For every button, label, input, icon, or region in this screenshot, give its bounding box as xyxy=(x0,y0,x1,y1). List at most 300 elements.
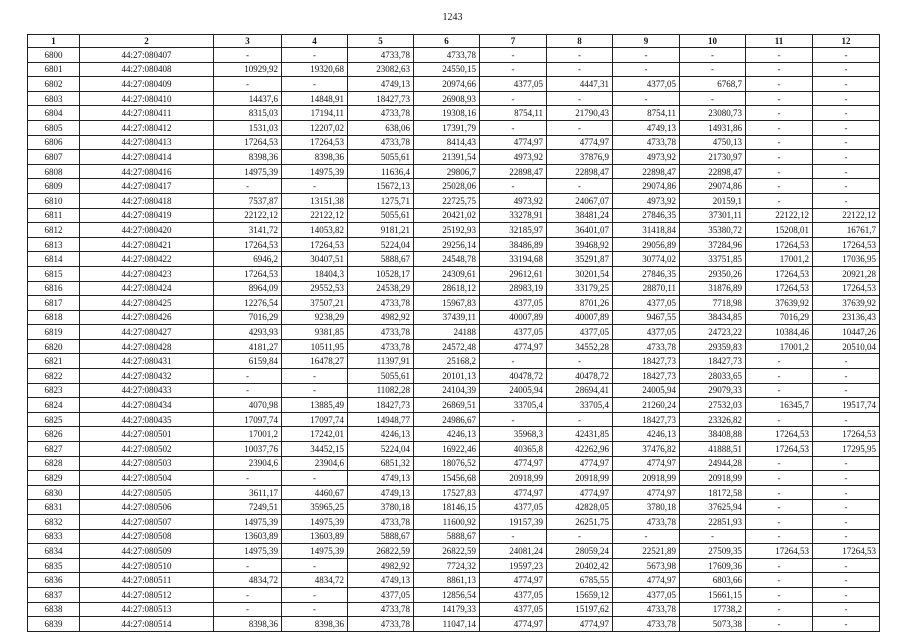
cadastral-number-cell: 44:27:080432 xyxy=(80,369,214,384)
table-row xyxy=(28,310,880,325)
value-cell: - xyxy=(813,48,880,63)
value-cell: 37507,21 xyxy=(282,296,348,311)
value-cell: 7537,87 xyxy=(214,193,282,208)
row-number-cell: 6809 xyxy=(28,179,80,194)
value-cell: 4774,97 xyxy=(613,485,680,500)
table-row xyxy=(28,602,880,617)
value-cell: 24309,61 xyxy=(414,266,480,281)
value-cell: - xyxy=(680,91,746,106)
value-cell: - xyxy=(813,193,880,208)
value-cell: - xyxy=(813,369,880,384)
value-cell: - xyxy=(746,515,813,530)
table-row xyxy=(28,106,880,121)
value-cell: - xyxy=(813,354,880,369)
value-cell: 4377,05 xyxy=(348,587,414,602)
value-cell: 17264,53 xyxy=(746,442,813,457)
value-cell: 34552,28 xyxy=(547,339,613,354)
value-cell: 22122,12 xyxy=(214,208,282,223)
value-cell: 35968,3 xyxy=(480,427,547,442)
value-cell: - xyxy=(746,135,813,150)
row-number-cell: 6808 xyxy=(28,164,80,179)
value-cell: - xyxy=(813,500,880,515)
cadastral-number-cell: 44:27:080416 xyxy=(80,164,214,179)
row-number-cell: 6815 xyxy=(28,266,80,281)
cadastral-number-cell: 44:27:080507 xyxy=(80,515,214,530)
value-cell: - xyxy=(746,412,813,427)
value-cell: 8398,36 xyxy=(214,617,282,632)
table-row xyxy=(28,252,880,267)
table-row xyxy=(28,544,880,559)
row-number-cell: 6837 xyxy=(28,587,80,602)
value-cell: 17264,53 xyxy=(214,266,282,281)
value-cell: 4246,13 xyxy=(613,427,680,442)
value-cell: - xyxy=(813,558,880,573)
value-cell: 40478,72 xyxy=(547,369,613,384)
value-cell: 26251,75 xyxy=(547,515,613,530)
row-number-cell: 6821 xyxy=(28,354,80,369)
value-cell: - xyxy=(547,179,613,194)
value-cell: - xyxy=(282,587,348,602)
value-cell: 5055,61 xyxy=(348,208,414,223)
value-cell: 18076,52 xyxy=(414,456,480,471)
value-cell: - xyxy=(746,587,813,602)
value-cell: - xyxy=(813,179,880,194)
value-cell: 4377,05 xyxy=(547,325,613,340)
value-cell: 18404,3 xyxy=(282,266,348,281)
cadastral-number-cell: 44:27:080412 xyxy=(80,120,214,135)
value-cell: - xyxy=(547,62,613,77)
cadastral-number-cell: 44:27:080514 xyxy=(80,617,214,632)
value-cell: 17242,01 xyxy=(282,427,348,442)
value-cell: 19308,16 xyxy=(414,106,480,121)
value-cell: 3780,18 xyxy=(348,500,414,515)
value-cell: 14848,91 xyxy=(282,91,348,106)
table-row xyxy=(28,77,880,92)
value-cell: - xyxy=(613,48,680,63)
value-cell: - xyxy=(214,383,282,398)
value-cell: 40007,89 xyxy=(547,310,613,325)
value-cell: - xyxy=(746,573,813,588)
value-cell: 42431,85 xyxy=(547,427,613,442)
value-cell: 20159,1 xyxy=(680,193,746,208)
value-cell: 17295,95 xyxy=(813,442,880,457)
value-cell: 4834,72 xyxy=(214,573,282,588)
column-header: 7 xyxy=(480,35,547,48)
value-cell: 14975,39 xyxy=(214,544,282,559)
value-cell: 22122,12 xyxy=(813,208,880,223)
value-cell: 16761,7 xyxy=(813,223,880,238)
value-cell: 41888,51 xyxy=(680,442,746,457)
value-cell: 30774,02 xyxy=(613,252,680,267)
value-cell: - xyxy=(746,150,813,165)
value-cell: 14179,33 xyxy=(414,602,480,617)
value-cell: 18427,73 xyxy=(348,398,414,413)
value-cell: 4733,78 xyxy=(414,48,480,63)
value-cell: 20402,42 xyxy=(547,558,613,573)
value-cell: 4447,31 xyxy=(547,77,613,92)
row-number-cell: 6802 xyxy=(28,77,80,92)
row-number-cell: 6816 xyxy=(28,281,80,296)
row-number-cell: 6818 xyxy=(28,310,80,325)
value-cell: 23326,82 xyxy=(680,412,746,427)
value-cell: 4749,13 xyxy=(348,573,414,588)
value-cell: 11082,28 xyxy=(348,383,414,398)
value-cell: 22898,47 xyxy=(680,164,746,179)
value-cell: 9467,55 xyxy=(613,310,680,325)
value-cell: 13603,89 xyxy=(282,529,348,544)
value-cell: 29359,83 xyxy=(680,339,746,354)
column-header: 3 xyxy=(214,35,282,48)
value-cell: 4733,78 xyxy=(348,339,414,354)
value-cell: 20421,02 xyxy=(414,208,480,223)
value-cell: 14437,6 xyxy=(214,91,282,106)
value-cell: 12856,54 xyxy=(414,587,480,602)
table-row xyxy=(28,325,880,340)
value-cell: 5224,04 xyxy=(348,442,414,457)
value-cell: - xyxy=(746,485,813,500)
table-row xyxy=(28,339,880,354)
value-cell: 10384,46 xyxy=(746,325,813,340)
cadastral-number-cell: 44:27:080423 xyxy=(80,266,214,281)
value-cell: 4733,78 xyxy=(348,106,414,121)
value-cell: 7016,29 xyxy=(746,310,813,325)
row-number-cell: 6822 xyxy=(28,369,80,384)
value-cell: 5888,67 xyxy=(414,529,480,544)
row-number-cell: 6805 xyxy=(28,120,80,135)
value-cell: 37876,9 xyxy=(547,150,613,165)
value-cell: - xyxy=(746,120,813,135)
value-cell: 4982,92 xyxy=(348,558,414,573)
value-cell: - xyxy=(746,179,813,194)
value-cell: 4293,93 xyxy=(214,325,282,340)
column-header: 1 xyxy=(28,35,80,48)
cadastral-number-cell: 44:27:080421 xyxy=(80,237,214,252)
value-cell: 1275,71 xyxy=(348,193,414,208)
value-cell: 4733,78 xyxy=(348,602,414,617)
cadastral-number-cell: 44:27:080503 xyxy=(80,456,214,471)
value-cell: - xyxy=(480,354,547,369)
row-number-cell: 6826 xyxy=(28,427,80,442)
value-cell: 4377,05 xyxy=(480,602,547,617)
table-row xyxy=(28,62,880,77)
cadastral-number-cell: 44:27:080418 xyxy=(80,193,214,208)
value-cell: - xyxy=(480,62,547,77)
value-cell: 29612,61 xyxy=(480,266,547,281)
cadastral-number-cell: 44:27:080426 xyxy=(80,310,214,325)
value-cell: - xyxy=(746,602,813,617)
value-cell: 4377,05 xyxy=(613,77,680,92)
table-row xyxy=(28,150,880,165)
value-cell: 40007,89 xyxy=(480,310,547,325)
table-row xyxy=(28,354,880,369)
value-cell: - xyxy=(214,558,282,573)
column-header: 2 xyxy=(80,35,214,48)
value-cell: 22122,12 xyxy=(282,208,348,223)
cadastral-number-cell: 44:27:080434 xyxy=(80,398,214,413)
table-row xyxy=(28,91,880,106)
value-cell: 17264,53 xyxy=(813,427,880,442)
column-header: 6 xyxy=(414,35,480,48)
value-cell: 4774,97 xyxy=(613,456,680,471)
value-cell: 20918,99 xyxy=(680,471,746,486)
table-row xyxy=(28,529,880,544)
value-cell: 4070,98 xyxy=(214,398,282,413)
value-cell: 19320,68 xyxy=(282,62,348,77)
value-cell: 37301,11 xyxy=(680,208,746,223)
row-number-cell: 6834 xyxy=(28,544,80,559)
value-cell: 22122,12 xyxy=(746,208,813,223)
value-cell: - xyxy=(746,383,813,398)
table-row xyxy=(28,223,880,238)
value-cell: 11397,91 xyxy=(348,354,414,369)
value-cell: - xyxy=(282,369,348,384)
value-cell: 6785,55 xyxy=(547,573,613,588)
cadastral-number-cell: 44:27:080419 xyxy=(80,208,214,223)
value-cell: 42262,96 xyxy=(547,442,613,457)
value-cell: 24188 xyxy=(414,325,480,340)
value-cell: 18427,73 xyxy=(613,369,680,384)
value-cell: - xyxy=(613,529,680,544)
cadastral-number-cell: 44:27:080414 xyxy=(80,150,214,165)
value-cell: 28983,19 xyxy=(480,281,547,296)
value-cell: 14931,86 xyxy=(680,120,746,135)
value-cell: 8964,09 xyxy=(214,281,282,296)
value-cell: 4973,92 xyxy=(613,150,680,165)
value-cell: - xyxy=(547,412,613,427)
value-cell: - xyxy=(282,602,348,617)
value-cell: 24005,94 xyxy=(613,383,680,398)
row-number-cell: 6800 xyxy=(28,48,80,63)
value-cell: 22725,75 xyxy=(414,193,480,208)
column-header: 11 xyxy=(746,35,813,48)
value-cell: 13885,49 xyxy=(282,398,348,413)
page-number: 1243 xyxy=(442,12,463,23)
value-cell: 15197,62 xyxy=(547,602,613,617)
cadastral-number-cell: 44:27:080508 xyxy=(80,529,214,544)
table-row xyxy=(28,281,880,296)
value-cell: 27846,35 xyxy=(613,208,680,223)
value-cell: 29056,89 xyxy=(613,237,680,252)
value-cell: 4982,92 xyxy=(348,310,414,325)
value-cell: - xyxy=(547,91,613,106)
value-cell: - xyxy=(480,412,547,427)
column-header: 9 xyxy=(613,35,680,48)
value-cell: - xyxy=(547,48,613,63)
value-cell: 10511,95 xyxy=(282,339,348,354)
cadastral-number-cell: 44:27:080422 xyxy=(80,252,214,267)
value-cell: 29256,14 xyxy=(414,237,480,252)
value-cell: 22851,93 xyxy=(680,515,746,530)
value-cell: 4774,97 xyxy=(480,573,547,588)
value-cell: - xyxy=(547,529,613,544)
cadastral-number-cell: 44:27:080428 xyxy=(80,339,214,354)
value-cell: 21790,43 xyxy=(547,106,613,121)
value-cell: - xyxy=(746,471,813,486)
value-cell: 21730,97 xyxy=(680,150,746,165)
table-row xyxy=(28,515,880,530)
value-cell: 4733,78 xyxy=(613,339,680,354)
value-cell: - xyxy=(680,62,746,77)
value-cell: 7249,51 xyxy=(214,500,282,515)
value-cell: 42828,05 xyxy=(547,500,613,515)
cadastral-number-cell: 44:27:080512 xyxy=(80,587,214,602)
value-cell: 8861,13 xyxy=(414,573,480,588)
value-cell: 4774,97 xyxy=(480,339,547,354)
value-cell: 17527,83 xyxy=(414,485,480,500)
table-row xyxy=(28,427,880,442)
table-row xyxy=(28,179,880,194)
value-cell: 17264,53 xyxy=(746,427,813,442)
value-cell: 6768,7 xyxy=(680,77,746,92)
row-number-cell: 6801 xyxy=(28,62,80,77)
value-cell: 35380,72 xyxy=(680,223,746,238)
value-cell: 37639,92 xyxy=(746,296,813,311)
value-cell: 4749,13 xyxy=(348,485,414,500)
row-number-cell: 6803 xyxy=(28,91,80,106)
value-cell: - xyxy=(282,179,348,194)
value-cell: 33179,25 xyxy=(547,281,613,296)
value-cell: 38408,88 xyxy=(680,427,746,442)
value-cell: 4733,78 xyxy=(348,48,414,63)
value-cell: - xyxy=(214,369,282,384)
value-cell: - xyxy=(813,150,880,165)
row-number-cell: 6804 xyxy=(28,106,80,121)
value-cell: 24550,15 xyxy=(414,62,480,77)
value-cell: 4749,13 xyxy=(348,471,414,486)
value-cell: 10929,92 xyxy=(214,62,282,77)
table-row xyxy=(28,456,880,471)
value-cell: 4377,05 xyxy=(613,587,680,602)
table-row xyxy=(28,485,880,500)
table-row xyxy=(28,558,880,573)
value-cell: 16478,27 xyxy=(282,354,348,369)
value-cell: 19517,74 xyxy=(813,398,880,413)
value-cell: - xyxy=(813,77,880,92)
value-cell: 37439,11 xyxy=(414,310,480,325)
value-cell: 27532,03 xyxy=(680,398,746,413)
table-row xyxy=(28,412,880,427)
value-cell: 14975,39 xyxy=(282,164,348,179)
value-cell: 4460,67 xyxy=(282,485,348,500)
value-cell: 27509,35 xyxy=(680,544,746,559)
cadastral-number-cell: 44:27:080410 xyxy=(80,91,214,106)
value-cell: 4733,78 xyxy=(348,515,414,530)
value-cell: 4749,13 xyxy=(613,120,680,135)
value-cell: 6803,66 xyxy=(680,573,746,588)
cadastral-number-cell: 44:27:080505 xyxy=(80,485,214,500)
column-header: 10 xyxy=(680,35,746,48)
cadastral-number-cell: 44:27:080411 xyxy=(80,106,214,121)
value-cell: 20918,99 xyxy=(480,471,547,486)
value-cell: 4733,78 xyxy=(613,617,680,632)
value-cell: - xyxy=(282,77,348,92)
table-row xyxy=(28,208,880,223)
value-cell: 5055,61 xyxy=(348,150,414,165)
value-cell: 4774,97 xyxy=(480,485,547,500)
value-cell: 15456,68 xyxy=(414,471,480,486)
value-cell: 4973,92 xyxy=(480,150,547,165)
value-cell: 20510,04 xyxy=(813,339,880,354)
value-cell: - xyxy=(813,617,880,632)
cadastral-number-cell: 44:27:080420 xyxy=(80,223,214,238)
table-row xyxy=(28,369,880,384)
value-cell: 32185,97 xyxy=(480,223,547,238)
value-cell: 8701,26 xyxy=(547,296,613,311)
value-cell: 4181,27 xyxy=(214,339,282,354)
value-cell: 17264,53 xyxy=(746,281,813,296)
table-row xyxy=(28,573,880,588)
value-cell: - xyxy=(813,62,880,77)
value-cell: 20974,66 xyxy=(414,77,480,92)
table-row xyxy=(28,442,880,457)
value-cell: 5224,04 xyxy=(348,237,414,252)
value-cell: 24104,39 xyxy=(414,383,480,398)
value-cell: - xyxy=(282,383,348,398)
value-cell: 33194,68 xyxy=(480,252,547,267)
cadastral-number-cell: 44:27:080513 xyxy=(80,602,214,617)
value-cell: 30201,54 xyxy=(547,266,613,281)
value-cell: 6159,84 xyxy=(214,354,282,369)
value-cell: 24944,28 xyxy=(680,456,746,471)
value-cell: 18427,73 xyxy=(613,412,680,427)
value-cell: 18172,58 xyxy=(680,485,746,500)
value-cell: 21260,24 xyxy=(613,398,680,413)
value-cell: 9238,29 xyxy=(282,310,348,325)
table-row xyxy=(28,617,880,632)
row-number-cell: 6817 xyxy=(28,296,80,311)
value-cell: 18427,73 xyxy=(680,354,746,369)
value-cell: 17391,79 xyxy=(414,120,480,135)
value-cell: 4973,92 xyxy=(613,193,680,208)
row-number-cell: 6806 xyxy=(28,135,80,150)
value-cell: 37639,92 xyxy=(813,296,880,311)
value-cell: 22521,89 xyxy=(613,544,680,559)
row-number-cell: 6831 xyxy=(28,500,80,515)
value-cell: - xyxy=(282,471,348,486)
value-cell: 4377,05 xyxy=(613,325,680,340)
value-cell: 23080,73 xyxy=(680,106,746,121)
value-cell: - xyxy=(680,48,746,63)
value-cell: 4733,78 xyxy=(613,602,680,617)
table-row xyxy=(28,120,880,135)
cadastral-number-cell: 44:27:080425 xyxy=(80,296,214,311)
value-cell: 22898,47 xyxy=(547,164,613,179)
value-cell: - xyxy=(746,617,813,632)
value-cell: 26822,59 xyxy=(348,544,414,559)
value-cell: 4733,78 xyxy=(613,515,680,530)
row-number-cell: 6814 xyxy=(28,252,80,267)
value-cell: 28033,65 xyxy=(680,369,746,384)
value-cell: 29074,86 xyxy=(680,179,746,194)
value-cell: 8754,11 xyxy=(613,106,680,121)
value-cell: 35291,87 xyxy=(547,252,613,267)
value-cell: 17264,53 xyxy=(214,135,282,150)
value-cell: 22898,47 xyxy=(613,164,680,179)
column-header: 4 xyxy=(282,35,348,48)
value-cell: 17097,74 xyxy=(214,412,282,427)
value-cell: 24986,67 xyxy=(414,412,480,427)
value-cell: - xyxy=(214,77,282,92)
value-cell: 17194,11 xyxy=(282,106,348,121)
value-cell: 31876,89 xyxy=(680,281,746,296)
value-cell: 17264,53 xyxy=(746,237,813,252)
value-cell: - xyxy=(813,164,880,179)
value-cell: 6946,2 xyxy=(214,252,282,267)
value-cell: - xyxy=(813,485,880,500)
value-cell: 24067,07 xyxy=(547,193,613,208)
row-number-cell: 6819 xyxy=(28,325,80,340)
value-cell: 20918,99 xyxy=(613,471,680,486)
